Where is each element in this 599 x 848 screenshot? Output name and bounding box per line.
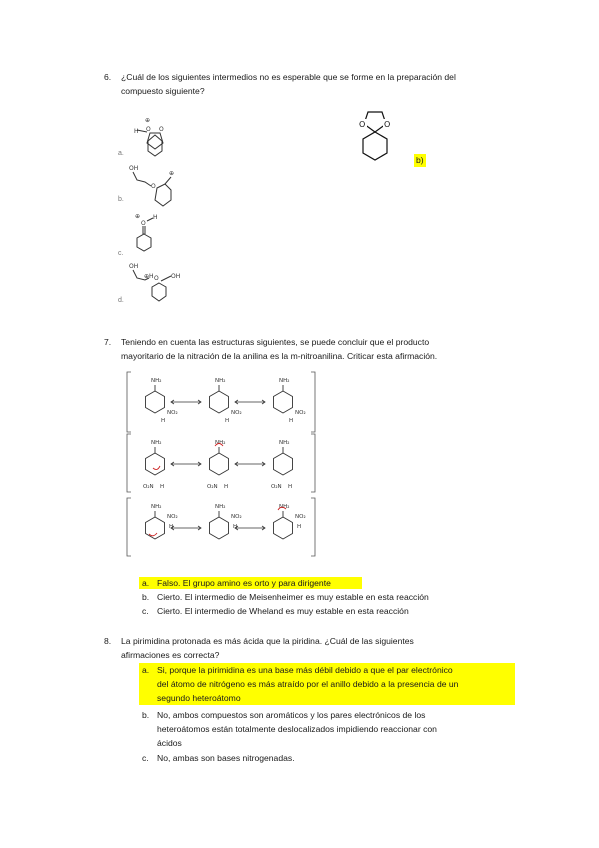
row3-no2-1: NO₂ xyxy=(167,514,178,520)
q8-answer-b-line2: heteroátomos están totalmente deslocalizados impidiendo reaccionar con xyxy=(157,724,437,734)
q8-answer-a-letter: a. xyxy=(142,665,150,675)
q8-answer-c-line1: No, ambas son bases nitrogenadas. xyxy=(157,753,295,763)
row3-no2-2: NO₂ xyxy=(231,514,242,520)
row2-h-2: H xyxy=(224,484,229,490)
row1-no2-1: NO₂ xyxy=(167,410,178,416)
q6-molecule-c xyxy=(125,210,185,255)
row2-ring-2 xyxy=(210,453,229,475)
q6-text-line1: ¿Cuál de los siguientes intermedios no es esperable que se forme en la preparación del xyxy=(121,72,456,82)
q6-d-o-label: O xyxy=(154,275,159,282)
bracket-left-2 xyxy=(127,434,131,492)
q7-answer-a-letter: a. xyxy=(142,578,150,588)
row2-h-3: H xyxy=(288,484,293,490)
q6-target-molecule xyxy=(350,106,400,168)
bracket-right-3 xyxy=(311,498,315,556)
q6-option-c: c. xyxy=(118,250,124,257)
row3-h-2: H xyxy=(233,524,238,530)
row1-h-1: H xyxy=(161,418,166,424)
row2-o2n-1: O₂N xyxy=(143,484,154,490)
q6-molecule-d xyxy=(125,258,185,308)
row2-ring-3 xyxy=(274,453,293,475)
row1-no2-2: NO₂ xyxy=(231,410,242,416)
row2-h-1: H xyxy=(160,484,165,490)
q6-c-h-label: H xyxy=(153,214,158,221)
row1-h-3: H xyxy=(289,418,294,424)
q7-answer-c-text: Cierto. El intermedio de Wheland es muy estable en esta reacción xyxy=(157,606,409,616)
q6-answer: b) xyxy=(416,155,424,165)
q6-option-a: a. xyxy=(118,150,124,157)
row2-ring-1 xyxy=(146,453,165,475)
row1-nh2-3: NH₂ xyxy=(279,378,290,384)
q6-text-line2: compuesto siguiente? xyxy=(121,86,205,96)
q6-c-o-label: O xyxy=(141,220,146,227)
bracket-right-2 xyxy=(311,434,315,492)
q8-text-line2: afirmaciones es correcta? xyxy=(121,650,220,660)
q7-answer-b-text: Cierto. El intermedio de Meisenheimer es muy estable en esta reacción xyxy=(157,592,429,602)
q7-answer-c-letter: c. xyxy=(142,606,149,616)
row3-nh2-3: NH₂ xyxy=(279,504,290,510)
q7-text-line1: Teniendo en cuenta las estructuras siguientes, se puede concluir que el producto xyxy=(121,337,430,347)
row2-nh2-3: NH₂ xyxy=(279,440,290,446)
q6-number: 6. xyxy=(104,72,112,82)
row3-no2-3: NO₂ xyxy=(295,514,306,520)
row3-h-3: H xyxy=(297,524,302,530)
q6-option-b: b. xyxy=(118,196,124,203)
row3-ring-2 xyxy=(210,517,229,539)
q7-resonance-figure xyxy=(123,368,323,563)
q6-b-o-label: O xyxy=(151,183,156,190)
row1-ring-3 xyxy=(274,391,293,413)
q8-answer-b-line1: No, ambos compuestos son aromáticos y los pares electrónicos de los xyxy=(157,710,426,720)
q6-d-oh-label: OH xyxy=(129,263,139,270)
row2-curly-arrow-1 xyxy=(153,466,160,470)
row3-nh2-2: NH₂ xyxy=(215,504,226,510)
q7-text-line2: mayoritario de la nitración de la anilina es la m-nitroanilina. Criticar esta afirmación. xyxy=(121,351,438,361)
q6-molecule-b xyxy=(125,160,185,210)
row1-nh2-1: NH₂ xyxy=(151,378,162,384)
q6-target-o2-label: O xyxy=(384,120,391,129)
q8-answer-a-line1: Si, porque la pirimidina es una base más débil debido a que el par electrónico xyxy=(157,665,453,675)
row1-h-2: H xyxy=(225,418,230,424)
bracket-left-3 xyxy=(127,498,131,556)
row1-nh2-2: NH₂ xyxy=(215,378,226,384)
q6-d-oh2-label: OH xyxy=(171,273,181,280)
q8-text-line1: La pirimidina protonada es más ácida que la piridina. ¿Cuál de las siguientes xyxy=(121,636,414,646)
row3-nh2-1: NH₂ xyxy=(151,504,162,510)
q8-answer-a-line2: del átomo de nitrógeno es más atraído por el anillo debido a la presencia de un xyxy=(157,679,459,689)
row1-ring-2 xyxy=(210,391,229,413)
q6-d-plus-label: ⊕ xyxy=(144,273,150,280)
q6-option-d: d. xyxy=(118,297,124,304)
q8-number: 8. xyxy=(104,636,112,646)
bracket-left-1 xyxy=(127,372,131,432)
row3-ring-1 xyxy=(146,517,165,539)
q6-c-plus-label: ⊕ xyxy=(135,213,141,220)
row2-o2n-2: O₂N xyxy=(207,484,218,490)
q8-answer-b-letter: b. xyxy=(142,710,150,720)
row3-ring-3 xyxy=(274,517,293,539)
q6-molecule-a xyxy=(125,112,185,157)
row3-h-1: H xyxy=(169,524,174,530)
row3-curly-arrow-1 xyxy=(149,533,157,536)
row2-o2n-3: O₂N xyxy=(271,484,282,490)
row1-no2-3: NO₂ xyxy=(295,410,306,416)
q7-answer-b-letter: b. xyxy=(142,592,150,602)
row2-nh2-1: NH₂ xyxy=(151,440,162,446)
q6-b-oh-label: OH xyxy=(129,165,139,172)
q8-answer-b-line3: ácidos xyxy=(157,738,182,748)
q8-answer-a-line3: segundo heteroátomo xyxy=(157,693,241,703)
q6-target-o1-label: O xyxy=(359,120,366,129)
row2-nh2-2: NH₂ xyxy=(215,440,226,446)
row1-ring-1 xyxy=(146,391,165,413)
q7-number: 7. xyxy=(104,337,112,347)
q6-a-o1-label: O xyxy=(146,126,151,133)
q6-d-h-label: H xyxy=(149,273,154,280)
q8-answer-c-letter: c. xyxy=(142,753,149,763)
q6-b-plus-label: ⊕ xyxy=(169,170,175,177)
q6-a-plus-label: ⊕ xyxy=(145,117,151,124)
q6-a-o2-label: O xyxy=(159,126,164,133)
q7-answer-a-text: Falso. El grupo amino es orto y para dirigente xyxy=(157,578,331,588)
q6-a-h-label: H xyxy=(134,128,139,135)
bracket-right-1 xyxy=(311,372,315,432)
